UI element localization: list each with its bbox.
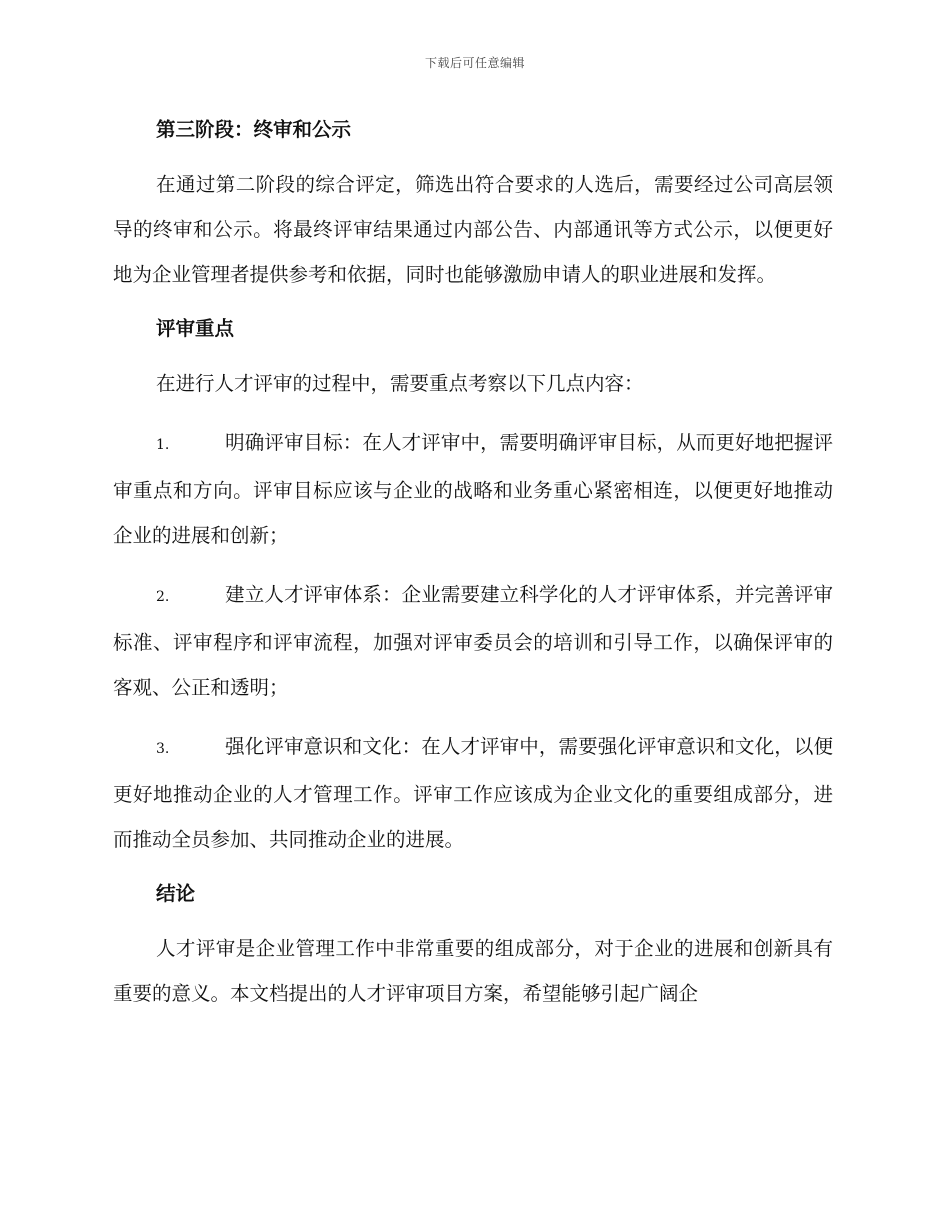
list-item-1 (113, 420, 833, 558)
list-item-3 (113, 724, 833, 862)
list-number: 2. (156, 589, 170, 605)
section-heading-stage3: 第三阶段：终审和公示 (156, 118, 352, 141)
page-header: 下载后可任意编辑 (424, 56, 525, 70)
list-number: 3. (156, 741, 170, 757)
paragraph-conclusion: 人才评审是企业管理工作中非常重要的组成部分，对于企业的进展和创新具有重要的意义。本文档提出的人才评审项目方案，希望能够引起广阔企 (113, 937, 833, 1005)
list-item-text: 明确评审目标：在人才评审中，需要明确评审目标，从而更好地把握评审重点和方向。评审目标应该与企业的战略和业务重心紧密相连，以便更好地推动企业的进展和创新； (113, 431, 833, 547)
paragraph-stage3: 在通过第二阶段的综合评定，筛选出符合要求的人选后，需要经过公司高层领导的终审和公示。将最终评审结果通过内部公告、内部通讯等方式公示，以便更好地为企业管理者提供参考和依据，同时也能够激励申请人的职业进展和发挥。 (113, 173, 833, 286)
list-item-text: 建立人才评审体系：企业需要建立科学化的人才评审体系，并完善评审标准、评审程序和评审流程，加强对评审委员会的培训和引导工作，以确保评审的客观、公正和透明； (113, 583, 833, 699)
list-number: 1. (156, 437, 170, 453)
list-item-2 (113, 572, 833, 710)
document-body (113, 112, 833, 1016)
list-item-text: 强化评审意识和文化：在人才评审中，需要强化评审意识和文化，以便更好地推动企业的人才管理工作。评审工作应该成为企业文化的重要组成部分，进而推动全员参加、共同推动企业的进展。 (113, 735, 833, 851)
section-heading-conclusion: 结论 (156, 882, 196, 905)
section-heading-focus: 评审重点 (156, 317, 235, 340)
paragraph-focus-intro: 在进行人才评审的过程中，需要重点考察以下几点内容： (156, 372, 644, 395)
